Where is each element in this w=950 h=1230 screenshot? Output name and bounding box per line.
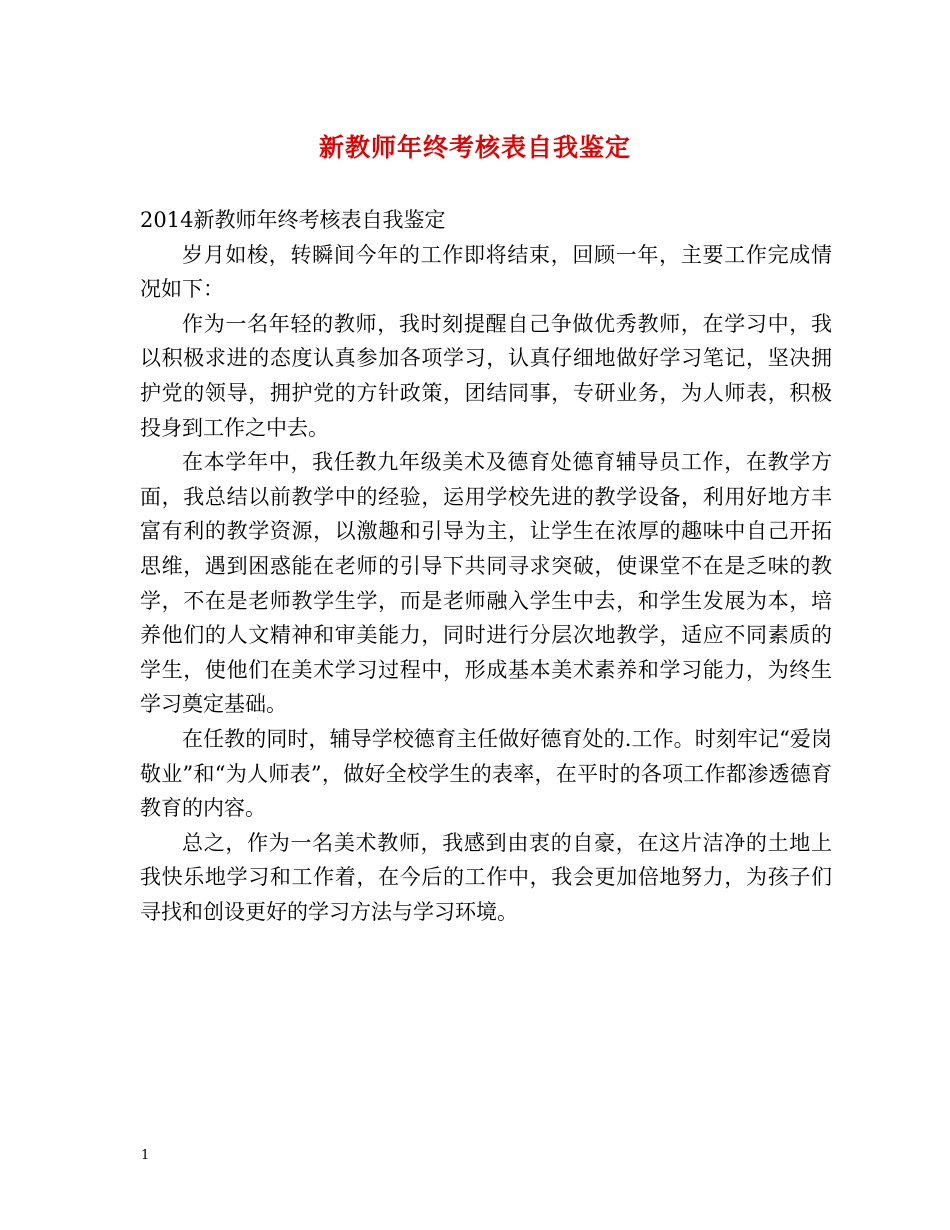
page-number: 1 xyxy=(141,1148,150,1163)
document-body xyxy=(140,203,832,929)
paragraph-conclusion: 总之，作为一名美术教师，我感到由衷的自豪，在这片洁净的土地上我快乐地学习和工作着，在今后的工作中，我会更加倍地努力，为孩子们寻找和创设更好的学习方法与学习环境。 xyxy=(140,830,832,924)
paragraph-teaching: 在本学年中，我任教九年级美术及德育处德育辅导员工作，在教学方面，我总结以前教学中的经验，运用学校先进的教学设备，利用好地方丰富有利的教学资源，以激趣和引导为主，让学生在浓厚的趣味中自己开拓思维，遇到困惑能在老师的引导下共同寻求突破，使课堂不在是乏味的教学，不在是老师教学生学，而是老师融入学生中去，和学生发展为本，培养他们的人文精神和审美能力，同时进行分层次地教学，适应不同素质的学生，使他们在美术学习过程中，形成基本美术素养和学习能力，为终生学习奠定基础。 xyxy=(140,450,832,717)
page-title: 新教师年终考核表自我鉴定 xyxy=(318,133,631,162)
paragraph-intro: 岁月如梭，转瞬间今年的工作即将结束，回顾一年，主要工作完成情况如下： xyxy=(140,242,832,302)
paragraph-attitude: 作为一名年轻的教师，我时刻提醒自己争做优秀教师，在学习中，我以积极求进的态度认真参加各项学习，认真仔细地做好学习笔记，坚决拥护党的领导，拥护党的方针政策，团结同事，专研业务，为人师表，积极投身到工作之中去。 xyxy=(140,311,832,440)
paragraph-moral-education: 在任教的同时，辅导学校德育主任做好德育处的.工作。时刻牢记“爱岗敬业”和“为人师表”，做好全校学生的表率，在平时的各项工作都渗透德育教育的内容。 xyxy=(140,726,832,821)
document-subtitle: 2014新教师年终考核表自我鉴定 xyxy=(140,208,446,232)
